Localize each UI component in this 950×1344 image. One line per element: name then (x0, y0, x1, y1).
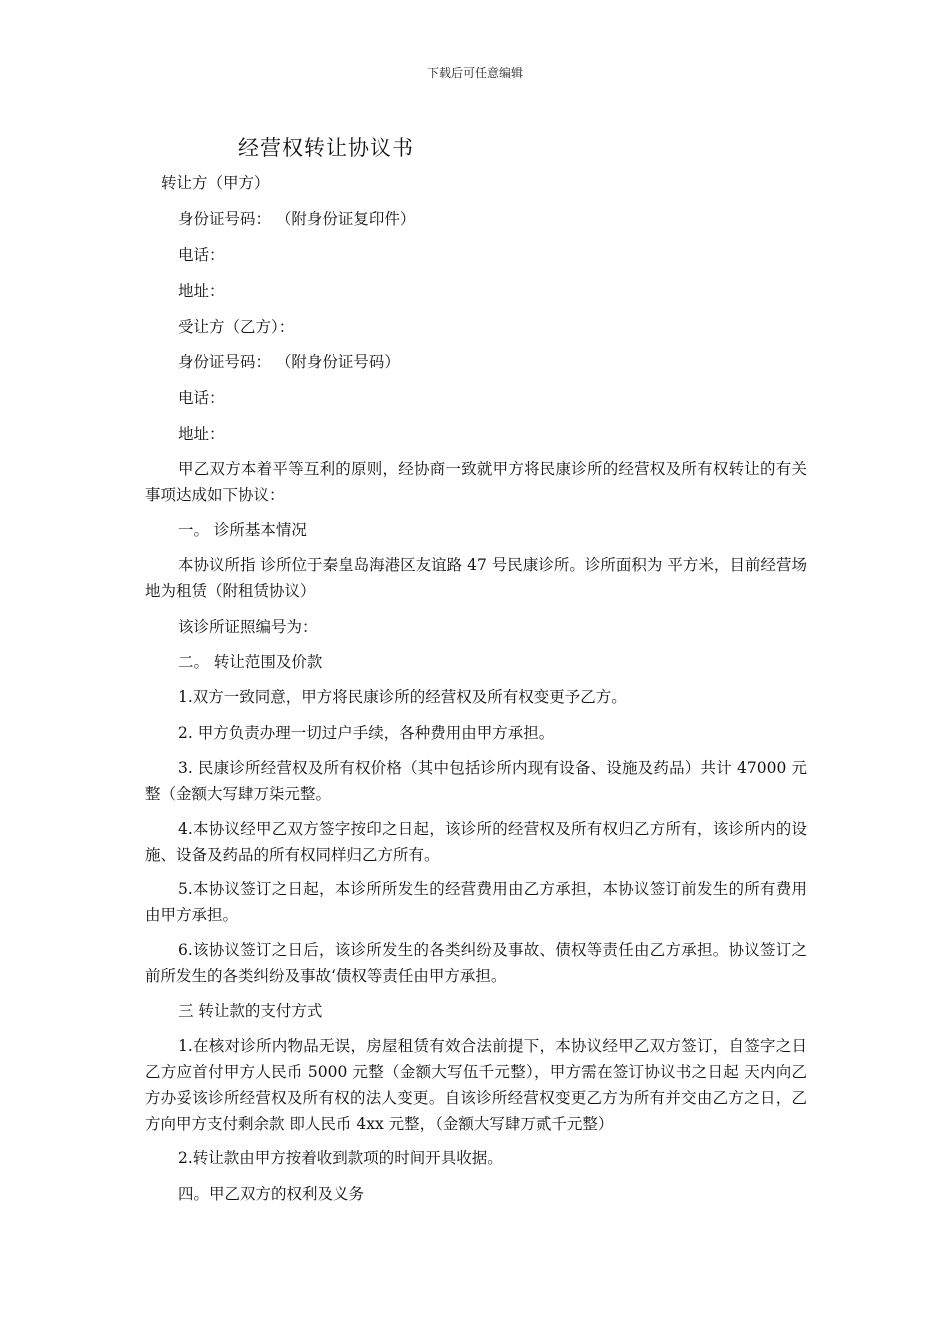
section-4-heading: 四。甲乙双方的权利及义务 (178, 1185, 365, 1203)
section-2-item: 3. 民康诊所经营权及所有权价格（其中包括诊所内现有设备、设施及药品）共计 47000 元整（金额大写肆万柒元整。 (145, 759, 807, 803)
party-a-phone: 电话： (178, 246, 225, 264)
section-3-item: 2.转让款由甲方按着收到款项的时间开具收据。 (178, 1149, 503, 1167)
section-1-paragraph: 本协议所指 诊所位于秦皇岛海港区友谊路 47 号民康诊所。诊所面积为 平方米，目前经营场地为租赁（附租赁协议） (145, 556, 807, 600)
party-a-id: 身份证号码： （附身份证复印件） (178, 210, 416, 228)
party-b-label: 受让方（乙方）： (178, 318, 295, 336)
section-2-item: 6.该协议签订之日后，该诊所发生的各类纠纷及事故、债权等责任由乙方承担。协议签订之前所发生的各类纠纷及事故‘债权等责任由甲方承担。 (145, 941, 807, 985)
section-1-heading: 一。 诊所基本情况 (178, 521, 307, 539)
section-2-item: 2. 甲方负责办理一切过户手续，各种费用由甲方承担。 (178, 724, 555, 742)
section-2-heading: 二。 转让范围及价款 (178, 653, 323, 671)
party-b-phone: 电话： (178, 389, 225, 407)
page-header: 下载后可任意编辑 (426, 66, 523, 80)
section-2-item: 4.本协议经甲乙双方签字按印之日起，该诊所的经营权及所有权归乙方所有，该诊所内的设施、设备及药品的所有权同样归乙方所有。 (145, 820, 807, 864)
document-title: 经营权转让协议书 (238, 136, 414, 160)
party-b-address: 地址： (178, 425, 225, 443)
party-a-address: 地址： (178, 282, 225, 300)
section-2-item: 5.本协议签订之日起，本诊所所发生的经营费用由乙方承担，本协议签订前发生的所有费用由甲方承担。 (145, 880, 807, 924)
section-1-license: 该诊所证照编号为： (178, 618, 318, 636)
section-3-heading: 三 转让款的支付方式 (178, 1002, 323, 1020)
intro-paragraph: 甲乙双方本着平等互利的原则，经协商一致就甲方将民康诊所的经营权及所有权转让的有关事项达成如下协议： (145, 460, 807, 504)
section-3-item: 1.在核对诊所内物品无误，房屋租赁有效合法前提下，本协议经甲乙双方签订，自签字之日乙方应首付甲方人民币 5000 元整（金额大写伍千元整），甲方需在签订协议书之日起 天内向乙方办妥该诊所经营权及所有权的法人变更。自该诊所经营权变更乙方为所有并交由乙方之日，乙方向甲方支付剩余款 即人民币 4xx 元整，（金额大写肆万贰千元整） (145, 1037, 807, 1133)
section-2-item: 1.双方一致同意，甲方将民康诊所的经营权及所有权变更予乙方。 (178, 688, 627, 706)
party-a-label: 转让方（甲方） (161, 174, 270, 192)
party-b-id: 身份证号码： （附身份证号码） (178, 353, 400, 371)
